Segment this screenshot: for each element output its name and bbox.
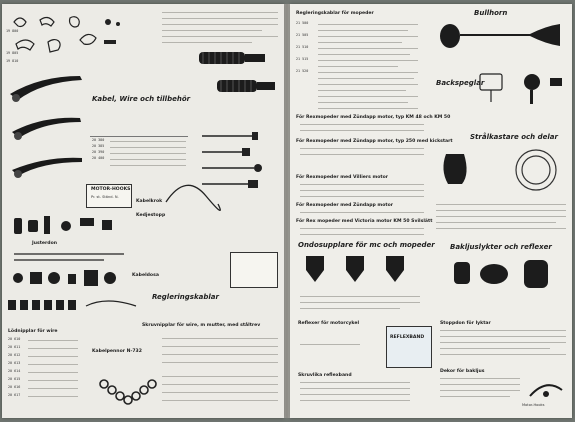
brake-lever-illustrations — [6, 74, 86, 204]
wire-clip-illustrations — [8, 10, 138, 70]
motor-hooks-logo-text: Motor-Hooks — [522, 403, 545, 407]
mopeder-row-1: För Rexmopeder med Zündapp motor, typ KM 48 och KM 50 — [296, 115, 451, 120]
mopeder-row-2: För Rexmopeder med Zündapp motor, typ 250 med kickstart — [296, 139, 453, 144]
motor-hooks-label: MOTOR-HOOKS — [91, 187, 131, 192]
code-bottom-2: 20 611 — [8, 345, 21, 349]
heading-stoppdon: Stoppdon för lyktar — [440, 321, 491, 326]
heading-reflexer-mc: Reflexer för motorcykel — [298, 321, 360, 326]
code-right-2: 21 505 — [296, 33, 309, 37]
heading-kablar-mopeder: Regleringskablar för mopeder — [296, 11, 374, 16]
code-top-3: 19 810 — [6, 59, 19, 63]
heading-backspeglar: Backspeglar — [436, 79, 485, 87]
reflexband-label: REFLEXBAND — [390, 335, 425, 340]
code-top-1: 19 800 — [6, 29, 19, 33]
left-page — [2, 4, 284, 418]
mirror-illustrations — [476, 68, 566, 108]
tail-lamp-illustrations — [450, 254, 570, 304]
mopeder-row-4: För Rexmopeder med Zündapp motor — [296, 203, 393, 208]
headlight-illustrations — [440, 144, 570, 204]
code-mid-3: 20 390 — [92, 150, 105, 154]
mopeder-row-3: För Rexmopeder med Villiers motor — [296, 175, 389, 180]
kedjestopp-label: Kedjestopp — [136, 213, 166, 218]
code-right-3: 21 510 — [296, 45, 309, 49]
heading-strakastare: Strålkastare och delar — [470, 133, 558, 141]
heading-dekor: Dekor för bakljus — [440, 369, 485, 374]
right-page — [290, 4, 572, 418]
regulation-cable-illustrations — [6, 294, 146, 324]
code-bottom-1: 20 610 — [8, 337, 21, 341]
heading-bullhorn: Bullhorn — [474, 9, 508, 17]
cable-pen-chain-illustration — [98, 376, 158, 412]
motor-hooks-logo-icon — [526, 378, 566, 406]
code-right-1: 21 500 — [296, 21, 309, 25]
small-parts-illustrations — [10, 210, 130, 270]
code-bottom-6: 20 615 — [8, 377, 21, 381]
heading-kabelpennor: Kabelpennor N-732 — [92, 349, 142, 354]
reflexband-package — [386, 326, 432, 368]
motor-hooks-sub: Pr. st. Ständ. N. — [91, 195, 119, 199]
heading-ondosupplare: Ondosupplare för mc och mopeder — [298, 241, 435, 249]
code-mid-2: 20 385 — [92, 144, 105, 148]
heading-bakljus: Bakljuslykter och reflexer — [450, 243, 552, 251]
code-mid-1: 20 380 — [92, 138, 105, 142]
kabelkrok-label: Kabelkrok — [136, 199, 163, 204]
justerdon-label: Justerdon — [32, 241, 58, 246]
bullhorn-illustration — [438, 20, 568, 52]
code-bottom-8: 20 617 — [8, 393, 21, 397]
code-bottom-7: 20 616 — [8, 385, 21, 389]
handlebar-grip-illustrations — [197, 44, 283, 124]
code-bottom-3: 20 612 — [8, 353, 21, 357]
code-right-5: 21 520 — [296, 69, 309, 73]
heading-skruvlika: Skruvlika reflexband — [298, 373, 352, 378]
heading-kabel-wire: Kabel, Wire och tillbehör — [92, 95, 191, 103]
cable-package-card — [230, 252, 278, 288]
heading-lodnipplar: Lödnipplar för wire — [8, 329, 58, 334]
code-bottom-4: 20 613 — [8, 361, 21, 365]
kabeldosa-label: Kabeldosa — [132, 273, 159, 278]
heading-skruvnipplar: Skruvnipplar för wire, m mutter, med ståltrev — [142, 323, 261, 328]
code-bottom-5: 20 614 — [8, 369, 21, 373]
coiled-cable-illustration — [162, 172, 222, 212]
code-mid-4: 20 400 — [92, 156, 105, 160]
suppressor-illustrations — [300, 250, 430, 294]
code-top-2: 19 805 — [6, 51, 19, 55]
heading-regleringskablar: Regleringskablar — [152, 293, 219, 301]
code-right-4: 21 515 — [296, 57, 309, 61]
mopeder-row-5: För Rex mopeder med Victoria motor KM 50 Svilslätt — [296, 219, 433, 224]
